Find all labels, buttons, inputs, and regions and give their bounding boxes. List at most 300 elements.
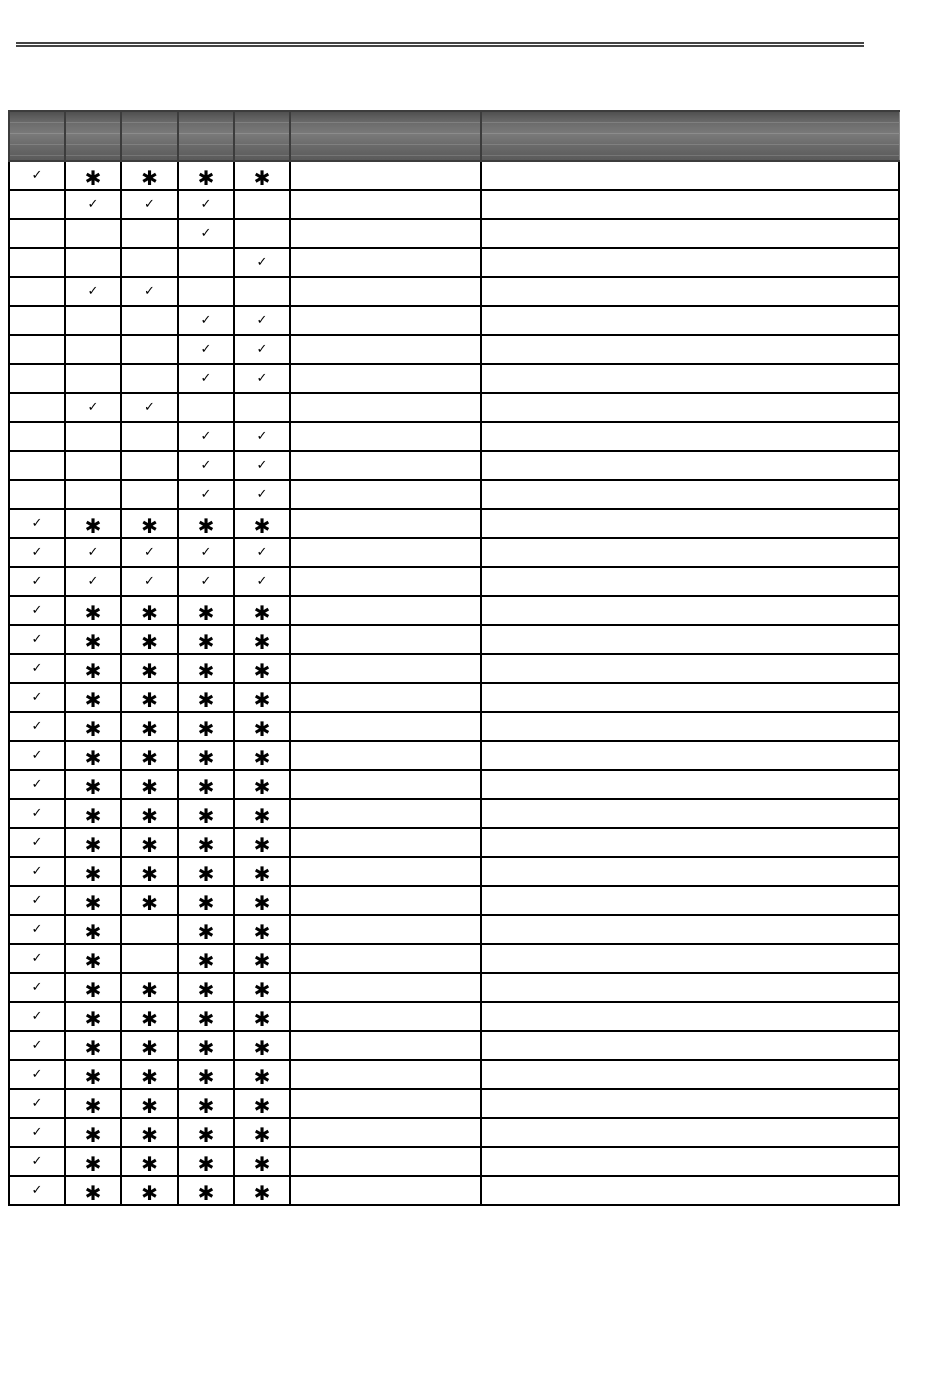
checkmark-icon: ✓ <box>200 226 212 241</box>
description-cell <box>481 683 899 712</box>
marker-cell <box>234 944 290 973</box>
asterisk-icon: ✱ <box>253 601 271 625</box>
asterisk-icon: ✱ <box>253 166 271 190</box>
asterisk-icon: ✱ <box>141 746 158 770</box>
checkmark-icon: ✓ <box>200 574 212 589</box>
checkmark-icon: ✓ <box>31 806 43 821</box>
marker-cell <box>234 828 290 857</box>
asterisk-icon: ✱ <box>253 862 271 886</box>
marker-cell <box>178 683 234 712</box>
marker-cell <box>234 306 290 335</box>
checkmark-icon: ✓ <box>31 545 43 560</box>
marker-cell <box>234 886 290 915</box>
marker-cell <box>9 393 65 422</box>
marker-cell <box>9 277 65 306</box>
description-cell <box>481 567 899 596</box>
marker-cell <box>121 219 178 248</box>
marker-cell <box>121 770 178 799</box>
marker-cell <box>9 712 65 741</box>
marker-cell <box>234 364 290 393</box>
marker-cell <box>234 277 290 306</box>
table-row <box>9 886 899 915</box>
checkmark-icon: ✓ <box>200 545 212 560</box>
table-row <box>9 219 899 248</box>
marker-cell <box>121 1147 178 1176</box>
marker-cell <box>178 915 234 944</box>
marker-cell <box>178 161 234 190</box>
table-row <box>9 944 899 973</box>
asterisk-icon: ✱ <box>197 659 215 683</box>
asterisk-icon: ✱ <box>141 1181 158 1205</box>
asterisk-icon: ✱ <box>253 1152 271 1176</box>
name-cell <box>290 393 481 422</box>
description-cell <box>481 480 899 509</box>
marker-cell <box>9 538 65 567</box>
table-row <box>9 712 899 741</box>
marker-cell <box>121 625 178 654</box>
marker-cell <box>65 654 121 683</box>
asterisk-icon: ✱ <box>253 746 271 770</box>
table-row <box>9 857 899 886</box>
asterisk-icon: ✱ <box>141 1065 158 1089</box>
marker-cell <box>234 973 290 1002</box>
marker-cell <box>234 596 290 625</box>
description-cell <box>481 799 899 828</box>
asterisk-icon: ✱ <box>141 688 158 712</box>
asterisk-icon: ✱ <box>253 688 271 712</box>
marker-cell <box>178 451 234 480</box>
description-cell <box>481 741 899 770</box>
asterisk-icon: ✱ <box>84 601 102 625</box>
marker-cell <box>234 538 290 567</box>
marker-cell <box>65 915 121 944</box>
checkmark-icon: ✓ <box>31 574 43 589</box>
asterisk-icon: ✱ <box>84 804 102 828</box>
marker-cell <box>121 1118 178 1147</box>
name-cell <box>290 277 481 306</box>
marker-cell <box>9 509 65 538</box>
checkmark-icon: ✓ <box>31 1009 43 1024</box>
asterisk-icon: ✱ <box>197 1036 215 1060</box>
marker-cell <box>178 306 234 335</box>
marker-cell <box>65 770 121 799</box>
marker-cell <box>234 567 290 596</box>
asterisk-icon: ✱ <box>84 659 102 683</box>
table-row <box>9 1118 899 1147</box>
marker-cell <box>9 654 65 683</box>
marker-cell <box>178 625 234 654</box>
description-cell <box>481 451 899 480</box>
marker-cell <box>121 509 178 538</box>
description-cell <box>481 973 899 1002</box>
checkmark-icon: ✓ <box>200 429 212 444</box>
table-row <box>9 770 899 799</box>
asterisk-icon: ✱ <box>84 978 102 1002</box>
checkmark-icon: ✓ <box>31 748 43 763</box>
marker-cell <box>121 277 178 306</box>
asterisk-icon: ✱ <box>253 659 271 683</box>
asterisk-icon: ✱ <box>84 1007 102 1031</box>
asterisk-icon: ✱ <box>197 1094 215 1118</box>
asterisk-icon: ✱ <box>84 514 102 538</box>
marker-cell <box>9 1060 65 1089</box>
marker-cell <box>178 364 234 393</box>
asterisk-icon: ✱ <box>141 1036 158 1060</box>
asterisk-icon: ✱ <box>197 1007 215 1031</box>
marker-cell <box>65 886 121 915</box>
name-cell <box>290 1089 481 1118</box>
checkmark-icon: ✓ <box>256 429 268 444</box>
marker-cell <box>9 770 65 799</box>
description-cell <box>481 161 899 190</box>
marker-cell <box>234 1060 290 1089</box>
asterisk-icon: ✱ <box>141 1152 158 1176</box>
checkmark-icon: ✓ <box>144 284 155 299</box>
marker-cell <box>9 335 65 364</box>
asterisk-icon: ✱ <box>197 1181 215 1205</box>
name-cell <box>290 509 481 538</box>
checkmark-icon: ✓ <box>200 371 212 386</box>
name-cell <box>290 741 481 770</box>
name-cell <box>290 1176 481 1205</box>
name-cell <box>290 1002 481 1031</box>
checkmark-icon: ✓ <box>256 255 268 270</box>
asterisk-icon: ✱ <box>197 891 215 915</box>
marker-cell <box>65 625 121 654</box>
marker-cell <box>121 1002 178 1031</box>
marker-cell <box>9 1176 65 1205</box>
asterisk-icon: ✱ <box>84 166 102 190</box>
name-cell <box>290 248 481 277</box>
description-cell <box>481 944 899 973</box>
description-cell <box>481 596 899 625</box>
asterisk-icon: ✱ <box>141 601 158 625</box>
name-cell <box>290 596 481 625</box>
asterisk-icon: ✱ <box>84 1094 102 1118</box>
marker-cell <box>65 1089 121 1118</box>
table-row <box>9 1089 899 1118</box>
asterisk-icon: ✱ <box>253 1036 271 1060</box>
checkmark-icon: ✓ <box>31 516 43 531</box>
marker-cell <box>65 1060 121 1089</box>
description-cell <box>481 1147 899 1176</box>
marker-cell <box>234 335 290 364</box>
marker-cell <box>121 422 178 451</box>
description-cell <box>481 654 899 683</box>
marker-cell <box>9 1089 65 1118</box>
checkmark-icon: ✓ <box>256 371 268 386</box>
table-row <box>9 422 899 451</box>
marker-cell <box>178 509 234 538</box>
marker-cell <box>9 161 65 190</box>
marker-cell <box>65 596 121 625</box>
marker-cell <box>178 393 234 422</box>
marker-cell <box>234 161 290 190</box>
checkmark-icon: ✓ <box>144 197 155 212</box>
asterisk-icon: ✱ <box>197 166 215 190</box>
asterisk-icon: ✱ <box>141 514 158 538</box>
description-cell <box>481 248 899 277</box>
marker-cell <box>121 973 178 1002</box>
table-row <box>9 1176 899 1205</box>
asterisk-icon: ✱ <box>141 1123 158 1147</box>
checkmark-icon: ✓ <box>31 1183 43 1198</box>
description-cell <box>481 886 899 915</box>
marker-cell <box>65 1118 121 1147</box>
marker-cell <box>9 596 65 625</box>
checkmark-icon: ✓ <box>31 1125 43 1140</box>
marker-cell <box>234 219 290 248</box>
table-row <box>9 683 899 712</box>
checkmark-icon: ✓ <box>256 313 268 328</box>
table-row <box>9 277 899 306</box>
description-cell <box>481 1118 899 1147</box>
table-row <box>9 306 899 335</box>
asterisk-icon: ✱ <box>253 1123 271 1147</box>
marker-cell <box>9 683 65 712</box>
asterisk-icon: ✱ <box>253 949 271 973</box>
name-cell <box>290 915 481 944</box>
marker-cell <box>65 364 121 393</box>
asterisk-icon: ✱ <box>253 717 271 741</box>
marker-cell <box>234 1089 290 1118</box>
name-cell <box>290 799 481 828</box>
asterisk-icon: ✱ <box>197 978 215 1002</box>
asterisk-icon: ✱ <box>84 1123 102 1147</box>
table-row <box>9 190 899 219</box>
checkmark-icon: ✓ <box>87 197 99 212</box>
checkmark-icon: ✓ <box>256 545 268 560</box>
marker-cell <box>65 451 121 480</box>
marker-cell <box>9 219 65 248</box>
marker-cell <box>178 190 234 219</box>
marker-cell <box>178 857 234 886</box>
marker-cell <box>121 1176 178 1205</box>
marker-cell <box>9 1118 65 1147</box>
asterisk-icon: ✱ <box>141 166 158 190</box>
checkmark-icon: ✓ <box>200 458 212 473</box>
marker-cell <box>121 190 178 219</box>
marker-cell <box>234 248 290 277</box>
asterisk-icon: ✱ <box>253 804 271 828</box>
checkmark-icon: ✓ <box>31 980 43 995</box>
asterisk-icon: ✱ <box>141 717 158 741</box>
marker-cell <box>121 596 178 625</box>
asterisk-icon: ✱ <box>84 630 102 654</box>
checkmark-icon: ✓ <box>31 951 43 966</box>
table-row <box>9 1147 899 1176</box>
checkmark-icon: ✓ <box>256 487 268 502</box>
table-row <box>9 625 899 654</box>
marker-cell <box>234 799 290 828</box>
name-cell <box>290 190 481 219</box>
marker-cell <box>9 306 65 335</box>
name-cell <box>290 683 481 712</box>
asterisk-icon: ✱ <box>253 514 271 538</box>
description-cell <box>481 509 899 538</box>
asterisk-icon: ✱ <box>84 1152 102 1176</box>
table-row <box>9 915 899 944</box>
marker-cell <box>65 944 121 973</box>
marker-cell <box>65 306 121 335</box>
marker-cell <box>65 1147 121 1176</box>
description-cell <box>481 219 899 248</box>
marker-cell <box>234 1031 290 1060</box>
name-cell <box>290 712 481 741</box>
checkmark-icon: ✓ <box>256 342 268 357</box>
asterisk-icon: ✱ <box>197 833 215 857</box>
marker-cell <box>65 683 121 712</box>
table-row <box>9 364 899 393</box>
asterisk-icon: ✱ <box>197 1065 215 1089</box>
marker-cell <box>234 509 290 538</box>
marker-cell <box>65 538 121 567</box>
checkmark-icon: ✓ <box>31 893 43 908</box>
description-cell <box>481 335 899 364</box>
marker-cell <box>121 741 178 770</box>
description-cell <box>481 190 899 219</box>
checkmark-icon: ✓ <box>200 487 212 502</box>
description-cell <box>481 1089 899 1118</box>
marker-cell <box>178 335 234 364</box>
marker-cell <box>121 1089 178 1118</box>
marker-cell <box>65 1031 121 1060</box>
marker-cell <box>234 1002 290 1031</box>
asterisk-icon: ✱ <box>84 891 102 915</box>
description-cell <box>481 306 899 335</box>
marker-cell <box>234 190 290 219</box>
marker-cell <box>234 857 290 886</box>
header-cell-2 <box>65 111 121 161</box>
name-cell <box>290 538 481 567</box>
description-cell <box>481 1060 899 1089</box>
description-cell <box>481 712 899 741</box>
name-cell <box>290 1031 481 1060</box>
table-row <box>9 596 899 625</box>
marker-cell <box>65 161 121 190</box>
asterisk-icon: ✱ <box>141 1094 158 1118</box>
checkmark-icon: ✓ <box>31 690 43 705</box>
header-cell-4 <box>178 111 234 161</box>
marker-cell <box>65 1002 121 1031</box>
checkmark-icon: ✓ <box>87 574 99 589</box>
marker-cell <box>121 683 178 712</box>
description-cell <box>481 364 899 393</box>
asterisk-icon: ✱ <box>253 775 271 799</box>
marker-cell <box>178 422 234 451</box>
asterisk-icon: ✱ <box>197 920 215 944</box>
asterisk-icon: ✱ <box>84 717 102 741</box>
header-cell-6 <box>290 111 481 161</box>
asterisk-icon: ✱ <box>253 833 271 857</box>
marker-cell <box>121 567 178 596</box>
asterisk-icon: ✱ <box>197 514 215 538</box>
description-cell <box>481 915 899 944</box>
marker-cell <box>9 857 65 886</box>
asterisk-icon: ✱ <box>197 746 215 770</box>
asterisk-icon: ✱ <box>197 775 215 799</box>
marker-cell <box>121 828 178 857</box>
marker-cell <box>65 277 121 306</box>
asterisk-icon: ✱ <box>197 630 215 654</box>
marker-cell <box>178 1031 234 1060</box>
name-cell <box>290 161 481 190</box>
marker-cell <box>121 306 178 335</box>
description-cell <box>481 277 899 306</box>
asterisk-icon: ✱ <box>141 659 158 683</box>
marker-cell <box>178 1060 234 1089</box>
marker-cell <box>234 683 290 712</box>
asterisk-icon: ✱ <box>197 862 215 886</box>
asterisk-icon: ✱ <box>141 630 158 654</box>
description-cell <box>481 1176 899 1205</box>
asterisk-icon: ✱ <box>84 833 102 857</box>
marker-cell <box>65 828 121 857</box>
checkmark-icon: ✓ <box>31 168 43 183</box>
table-row <box>9 480 899 509</box>
marker-cell <box>9 1002 65 1031</box>
table-row <box>9 567 899 596</box>
header-cell-1 <box>9 111 65 161</box>
asterisk-icon: ✱ <box>141 833 158 857</box>
marker-cell <box>178 1002 234 1031</box>
table-row <box>9 654 899 683</box>
table-header <box>9 111 899 161</box>
asterisk-icon: ✱ <box>141 775 158 799</box>
checkmark-icon: ✓ <box>31 661 43 676</box>
asterisk-icon: ✱ <box>141 1007 158 1031</box>
checkmark-icon: ✓ <box>31 632 43 647</box>
name-cell <box>290 219 481 248</box>
asterisk-icon: ✱ <box>253 1094 271 1118</box>
marker-cell <box>9 422 65 451</box>
header-cell-5 <box>234 111 290 161</box>
asterisk-icon: ✱ <box>141 804 158 828</box>
header-double-rule <box>16 42 864 47</box>
asterisk-icon: ✱ <box>253 1007 271 1031</box>
marker-cell <box>65 741 121 770</box>
marker-cell <box>9 1031 65 1060</box>
name-cell <box>290 654 481 683</box>
marker-cell <box>178 219 234 248</box>
marker-cell <box>178 712 234 741</box>
asterisk-icon: ✱ <box>84 746 102 770</box>
marker-cell <box>178 567 234 596</box>
marker-cell <box>121 944 178 973</box>
checkmark-icon: ✓ <box>87 545 99 560</box>
marker-cell <box>178 828 234 857</box>
marker-cell <box>9 364 65 393</box>
name-cell <box>290 625 481 654</box>
checkmark-icon: ✓ <box>31 1154 43 1169</box>
name-cell <box>290 973 481 1002</box>
checkmark-icon: ✓ <box>200 342 212 357</box>
name-cell <box>290 422 481 451</box>
table-row <box>9 393 899 422</box>
name-cell <box>290 1118 481 1147</box>
description-cell <box>481 828 899 857</box>
description-cell <box>481 1002 899 1031</box>
table-row <box>9 799 899 828</box>
marker-cell <box>65 973 121 1002</box>
name-cell <box>290 567 481 596</box>
header-cell-3 <box>121 111 178 161</box>
marker-cell <box>65 393 121 422</box>
table-body <box>9 161 899 1205</box>
name-cell <box>290 857 481 886</box>
marker-cell <box>121 480 178 509</box>
marker-cell <box>234 393 290 422</box>
